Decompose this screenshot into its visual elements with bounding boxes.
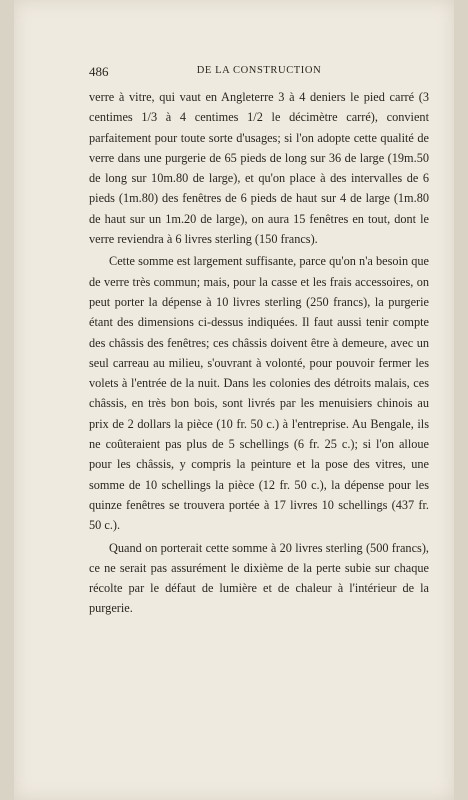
- book-page: [14, 0, 454, 800]
- page-header: [89, 64, 429, 80]
- body-text: [89, 87, 429, 619]
- paragraph-2: Cette somme est largement suffisante, parce qu'on n'a besoin que de verre très commun; mais, pour la casse et les frais accessoires, on peut porter la dépense à 10 livres sterling (250 francs), la purgerie étant des dimensions ci-dessus indiquées. Il faut aussi tenir compte des châssis des fenêtres; ces châssis doivent être à demeure, avec un seul carreau au milieu, s'ouvrant à volonté, pour pouvoir fermer les volets à l'entrée de la nuit. Dans les colonies des détroits malais, ces châssis, en très bon bois, sont livrés par les menuisiers chinois au prix de 2 dollars la pièce (10 fr. 50 c.) à l'entreprise. Au Bengale, ils ne coûteraient pas plus de 5 schellings (6 fr. 25 c.); si l'on alloue pour les châssis, y compris la peinture et la pose des vitres, une somme de 10 schellings la pièce (12 fr. 50 c.), la dépense pour les quinze fenêtres se trouvera portée à 17 livres 10 schellings (437 fr. 50 c.).: [89, 254, 429, 533]
- running-head: DE LA CONSTRUCTION: [196, 65, 322, 76]
- paragraph-3: Quand on porterait cette somme à 20 livres sterling (500 francs), ce ne serait pas assurément le dixième de la perte subie sur chaque récolte par le défaut de lumière et de chaleur à l'intérieur de la purgerie.: [89, 540, 429, 616]
- page-number: 486: [89, 64, 109, 79]
- paragraph-1: verre à vitre, qui vaut en Angleterre 3 à 4 deniers le pied carré (3 centimes 1/3 à 4 centimes 1/2 le décimètre carré), convient parfaitement pour toute sorte d'usages; si l'on adopte cette qualité de verre dans une purgerie de 65 pieds de long sur 36 de large (19m.50 de long sur 10m.80 de large), et qu'on place à des intervalles de 6 pieds (1m.80) des fenêtres de 6 pieds de haut sur 4 de large (1m.80 de haut sur un 1m.20 de large), on aura 15 fenêtres en tout, dont le verre reviendra à 6 livres sterling (150 francs).: [89, 90, 429, 247]
